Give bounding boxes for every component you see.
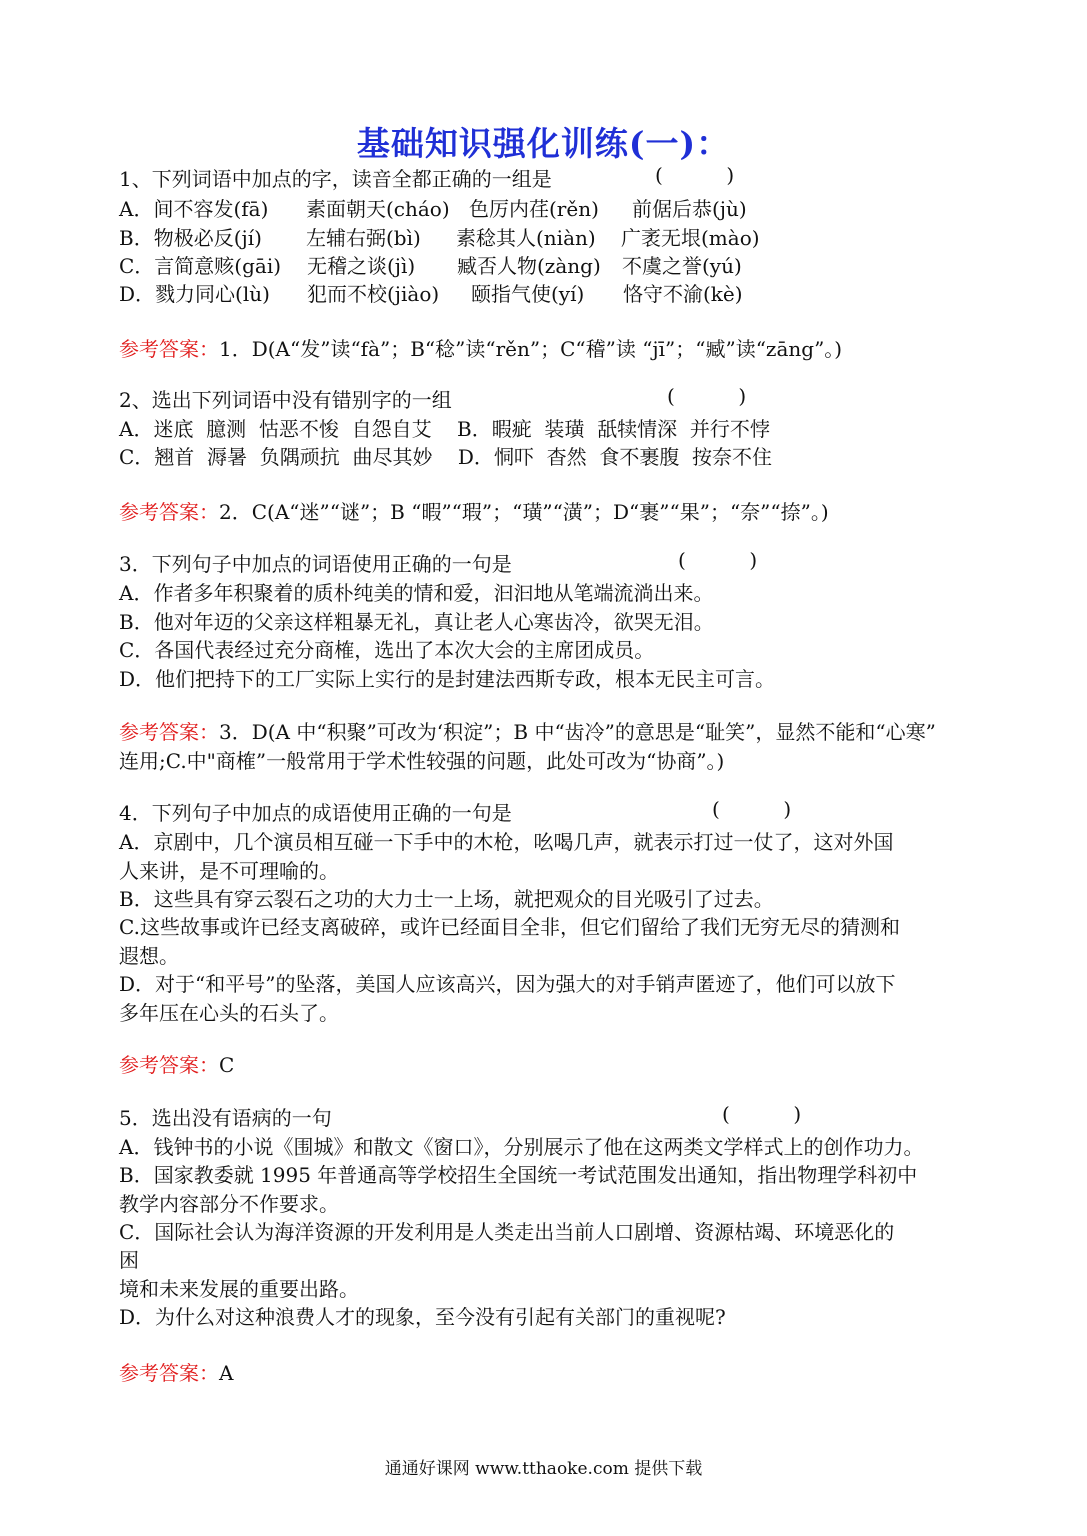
answer-label: 参考答案： [119,337,219,361]
question-5-option-continued: 境和未来发展的重要出路。 [119,1277,359,1301]
option-item: C．言简意赅(gāi) [119,254,282,278]
question-4-answer-blank: ( ) [712,797,792,821]
answer-label: 参考答案： [119,720,219,744]
answer-label: 参考答案： [119,500,219,524]
question-3-stem: 3．下列句子中加点的词语使用正确的一句是 [119,552,512,576]
option-item: 臧否人物(zàng) [457,254,601,278]
question-1-option-row [119,278,743,307]
question-5-option-continued: 教学内容部分不作要求。 [119,1192,339,1216]
page-footer: 通通好课网 www.tthaoke.com 提供下载 [384,1459,703,1479]
option-item: 左辅右弼(bì) [306,226,421,250]
question-4-stem: 4．下列句子中加点的成语使用正确的一句是 [119,801,512,825]
option-item: 犯而不校(jiào) [307,282,440,306]
question-4-option: A．京剧中，几个演员相互碰一下手中的木枪，吆喝几声，就表示打过一仗了，这对外国 [119,830,894,854]
answer-text: 1．D(A“发”读“fà”；B“稔”读“rěn”；C“稽”读 “jī”；“臧”读“zāng”。) [219,337,843,361]
question-5-option: A．钱钟书的小说《围城》和散文《窗口》，分别展示了他在这两类文学样式上的创作功力。 [119,1135,924,1159]
question-5-option: C．国际社会认为海洋资源的开发利用是人类走出当前人口剧增、资源枯竭、环境恶化的 [119,1220,895,1244]
option-item: 前倨后恭(jù) [632,197,747,221]
question-4-answer [119,1049,234,1078]
question-1-stem: 1、下列词语中加点的字，读音全都正确的一组是 [119,167,552,191]
answer-text: C [219,1053,235,1077]
question-4-option-continued: 多年压在心头的石头了。 [119,1001,339,1025]
question-3-option: C．各国代表经过充分商榷，选出了本次大会的主席团成员。 [119,638,655,662]
question-3-answer [119,716,936,745]
question-1-option-row [119,250,742,279]
question-5-option: D．为什么对这种浪费人才的现象，至今没有引起有关部门的重视呢? [119,1305,726,1329]
question-4-option: C.这些故事或许已经支离破碎，或许已经面目全非，但它们留给了我们无穷无尽的猜测和 [119,915,900,939]
page-title: 基础知识强化训练(一)： [356,124,731,163]
question-3-answer-continued: 连用;C.中"商榷”一般常用于学术性较强的问题，此处可改为“协商”。) [119,749,725,773]
option-item: 色厉内荏(rěn) [469,197,599,221]
option-item: 颐指气使(yí) [471,282,585,306]
option-item: 素面朝天(cháo) [306,197,450,221]
question-1-option-row [119,193,747,222]
question-4-option: D．对于“和平号”的坠落，美国人应该高兴，因为强大的对手销声匿迹了，他们可以放下 [119,972,896,996]
question-5-answer-blank: ( ) [722,1102,802,1126]
question-3-option: D．他们把持下的工厂实际上实行的是封建法西斯专政，根本无民主可言。 [119,667,776,691]
question-3-answer-blank: ( ) [678,548,758,572]
question-1-answer [119,333,842,362]
answer-label: 参考答案： [119,1053,219,1077]
question-4-option-continued: 遐想。 [119,944,179,968]
answer-text: A [219,1361,234,1385]
question-2-option-row: A．迷底 臆测 怙恶不悛 自怨自艾 B．暇疵 装璜 舐犊情深 并行不悖 [119,417,770,441]
option-item: B．物极必反(jí) [119,226,262,250]
option-item: 素稔其人(niàn) [456,226,596,250]
option-item: 不虞之誉(yú) [622,254,742,278]
question-3-option: B．他对年迈的父亲这样粗暴无礼，真让老人心寒齿冷，欲哭无泪。 [119,610,714,634]
option-item: A．间不容发(fā) [119,197,269,221]
question-1-answer-blank: ( ) [655,163,735,187]
option-item: 无稽之谈(jì) [307,254,416,278]
option-item: 恪守不渝(kè) [623,282,743,306]
question-5-option-continued: 困 [119,1248,139,1272]
question-2-answer [119,496,829,525]
option-item: D．戮力同心(lù) [119,282,270,306]
answer-text: 2．C(A“迷”“谜”；B “暇”“瑕”；“璜”“潢”；D“裹”“果”；“奈”“捺”。) [219,500,829,524]
question-2-stem: 2、选出下列词语中没有错别字的一组 [119,388,452,412]
question-1-option-row [119,222,760,251]
question-2-answer-blank: ( ) [667,384,747,408]
answer-label: 参考答案： [119,1361,219,1385]
question-4-option-continued: 人来讲，是不可理喻的。 [119,859,339,883]
question-4-option: B．这些具有穿云裂石之功的大力士一上场，就把观众的目光吸引了过去。 [119,887,774,911]
question-2-option-row: C．翘首 溽暑 负隅顽抗 曲尽其妙 D．恫吓 杳然 食不裹腹 按奈不住 [119,445,773,469]
question-5-option: B．国家教委就 1995 年普通高等学校招生全国统一考试范围发出通知，指出物理学科初中 [119,1163,918,1187]
option-item: 广袤无垠(mào) [621,226,760,250]
question-5-stem: 5．选出没有语病的一句 [119,1106,332,1130]
answer-text: 3．D(A 中“积聚”可改为‘积淀”；B 中“齿冷”的意思是“耻笑”，显然不能和“心寒” [219,720,936,744]
question-3-option: A．作者多年积聚着的质朴纯美的情和爱，汩汩地从笔端流淌出来。 [119,581,714,605]
question-5-answer [119,1357,233,1386]
